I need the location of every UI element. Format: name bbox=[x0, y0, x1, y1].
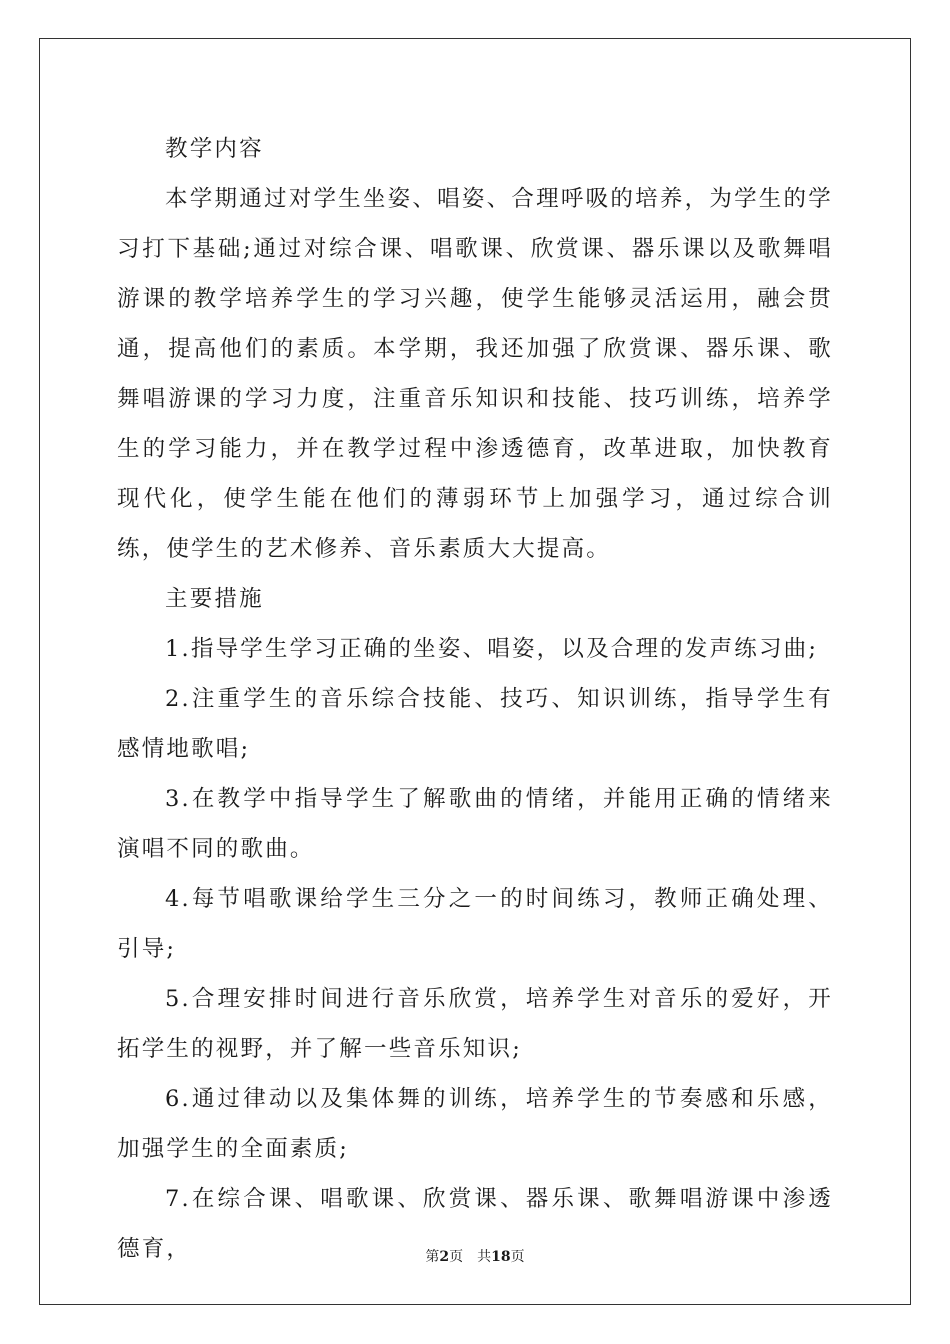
paragraph-teaching-content: 本学期通过对学生坐姿、唱姿、合理呼吸的培养，为学生的学习打下基础;通过对综合课、唱歌课、欣赏课、器乐课以及歌舞唱游课的教学培养学生的学习兴趣，使学生能够灵活运用，融会贯通，提高他们的素质。本学期，我还加强了欣赏课、器乐课、歌舞唱游课的学习力度，注重音乐知识和技能、技巧训练，培养学生的学习能力，并在教学过程中渗透德育，改革进取，加快教育现代化，使学生能在他们的薄弱环节上加强学习，通过综合训练，使学生的艺术修养、音乐素质大大提高。 bbox=[117, 186, 833, 562]
measure-item-6: 6.通过律动以及集体舞的训练，培养学生的节奏感和乐感，加强学生的全面素质; bbox=[117, 1086, 833, 1162]
measure-item-7: 7.在综合课、唱歌课、欣赏课、器乐课、歌舞唱游课中渗透德育， bbox=[117, 1186, 833, 1262]
measure-item-1: 1.指导学生学习正确的坐姿、唱姿，以及合理的发声练习曲; bbox=[165, 636, 819, 662]
measure-item-4: 4.每节唱歌课给学生三分之一的时间练习，教师正确处理、引导; bbox=[117, 886, 833, 962]
page-footer bbox=[0, 1247, 950, 1267]
section-heading-main-measures: 主要措施 bbox=[165, 586, 264, 612]
document-body bbox=[117, 124, 833, 1274]
footer-page-prefix: 第 bbox=[425, 1249, 440, 1265]
measure-item-3: 3.在教学中指导学生了解歌曲的情绪，并能用正确的情绪来演唱不同的歌曲。 bbox=[117, 786, 833, 862]
footer-total-prefix: 共 bbox=[477, 1249, 492, 1265]
footer-total-suffix: 页 bbox=[510, 1249, 525, 1265]
footer-total-pages: 18 bbox=[491, 1249, 511, 1265]
footer-page-suffix: 页 bbox=[449, 1249, 464, 1265]
section-heading-teaching-content: 教学内容 bbox=[165, 136, 264, 162]
measure-item-5: 5.合理安排时间进行音乐欣赏，培养学生对音乐的爱好，开拓学生的视野，并了解一些音乐知识; bbox=[117, 986, 833, 1062]
measure-item-2: 2.注重学生的音乐综合技能、技巧、知识训练，指导学生有感情地歌唱; bbox=[117, 686, 833, 762]
footer-page-number: 2 bbox=[439, 1249, 450, 1265]
